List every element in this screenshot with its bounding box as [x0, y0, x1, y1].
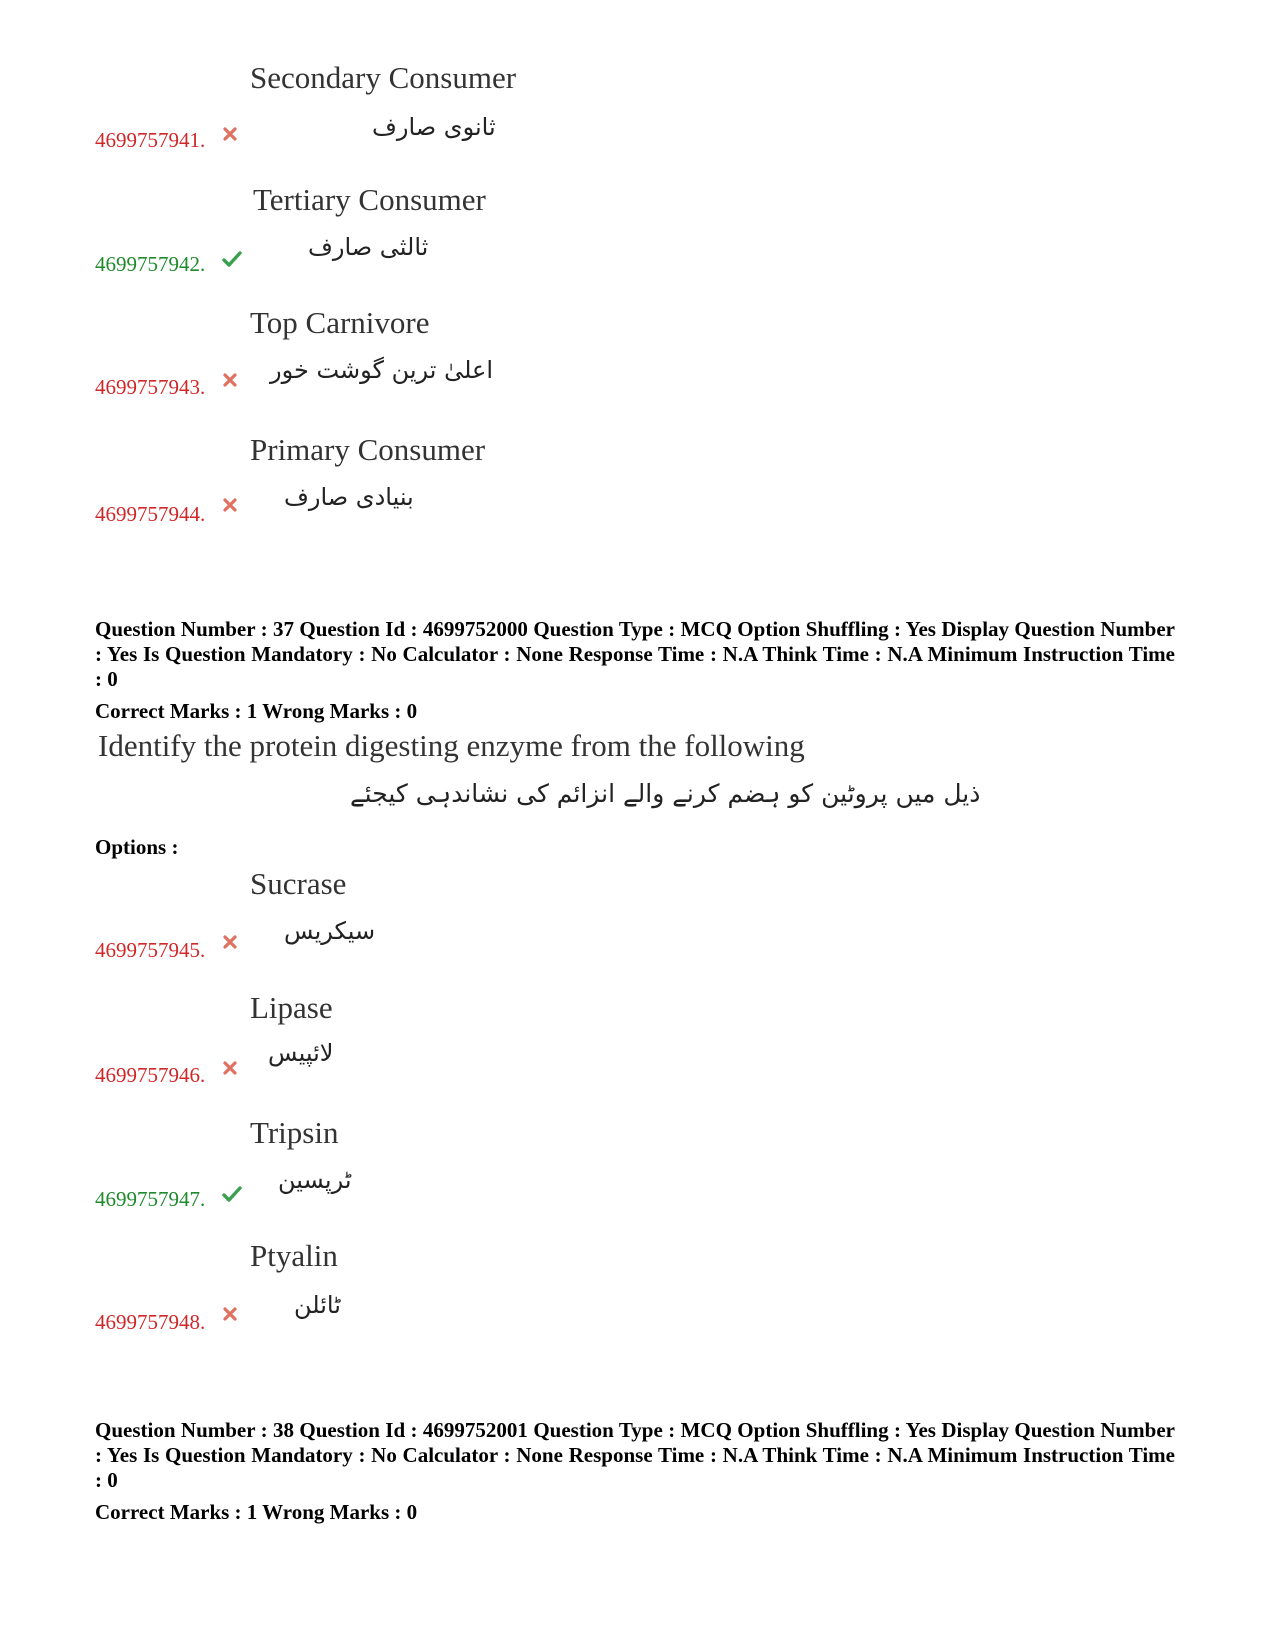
- option-text-en: Sucrase: [250, 866, 347, 901]
- option-id: 4699757947.: [95, 1187, 206, 1211]
- cross-mark-icon: [222, 1306, 238, 1322]
- option-id: 4699757945.: [95, 938, 206, 962]
- option-id: 4699757943.: [95, 375, 206, 399]
- options-label: Options :: [95, 835, 179, 859]
- cross-mark-icon: [222, 497, 238, 513]
- option-text-en: Top Carnivore: [250, 305, 430, 340]
- question-meta: Question Number : 37 Question Id : 4699752000 Question Type : MCQ Option Shuffling : Yes Display Question Number : Yes Is Question Mandatory : No Calculator : None Response Time : N.A Think Time : N.A Minimum Instruction Time : 0: [95, 617, 1175, 691]
- option-4699757946: [0, 990, 1275, 1110]
- option-4699757944: [0, 432, 1275, 552]
- option-text-ur: ثالثی صارف: [308, 233, 429, 261]
- option-text-ur: ٹائلن: [294, 1291, 341, 1319]
- option-text-en: Secondary Consumer: [250, 60, 517, 95]
- option-id: 4699757942.: [95, 252, 206, 276]
- check-mark-icon: [222, 250, 242, 268]
- check-mark-icon: [222, 1185, 242, 1203]
- option-text-en: Primary Consumer: [250, 432, 486, 467]
- option-4699757947: [0, 1115, 1275, 1235]
- option-4699757945: [0, 866, 1275, 986]
- option-id: 4699757946.: [95, 1063, 206, 1087]
- option-text-ur: لائپیس: [268, 1039, 334, 1067]
- option-text-ur: بنیادی صارف: [284, 483, 414, 511]
- cross-mark-icon: [222, 372, 238, 388]
- option-text-en: Ptyalin: [250, 1238, 338, 1273]
- option-id: 4699757944.: [95, 502, 206, 526]
- question-meta: Question Number : 38 Question Id : 4699752001 Question Type : MCQ Option Shuffling : Yes Display Question Number : Yes Is Question Mandatory : No Calculator : None Response Time : N.A Think Time : N.A Minimum Instruction Time : 0: [95, 1418, 1175, 1492]
- option-id: 4699757948.: [95, 1310, 206, 1334]
- option-text-en: Tertiary Consumer: [253, 182, 486, 217]
- option-id: 4699757941.: [95, 128, 206, 152]
- option-text-ur: اعلیٰ ترین گوشت خور: [270, 356, 494, 384]
- option-text-ur: ثانوی صارف: [372, 113, 496, 141]
- question-marks: Correct Marks : 1 Wrong Marks : 0: [95, 699, 418, 723]
- option-4699757943: [0, 305, 1275, 425]
- option-text-ur: سیکریس: [284, 917, 376, 945]
- cross-mark-icon: [222, 934, 238, 950]
- question-marks: Correct Marks : 1 Wrong Marks : 0: [95, 1500, 418, 1524]
- question-text-en: Identify the protein digesting enzyme from the following: [98, 728, 805, 763]
- option-4699757948: [0, 1238, 1275, 1358]
- option-text-ur: ٹرپسین: [278, 1166, 352, 1194]
- option-text-en: Lipase: [250, 990, 333, 1025]
- option-4699757941: [0, 58, 1275, 178]
- cross-mark-icon: [222, 1060, 238, 1076]
- option-text-en: Tripsin: [250, 1115, 339, 1150]
- option-4699757942: [0, 182, 1275, 302]
- cross-mark-icon: [222, 126, 238, 142]
- question-text-ur: ذیل میں پروٹین کو ہضم کرنے والے انزائم کی نشاندہی کیجئے: [350, 779, 981, 808]
